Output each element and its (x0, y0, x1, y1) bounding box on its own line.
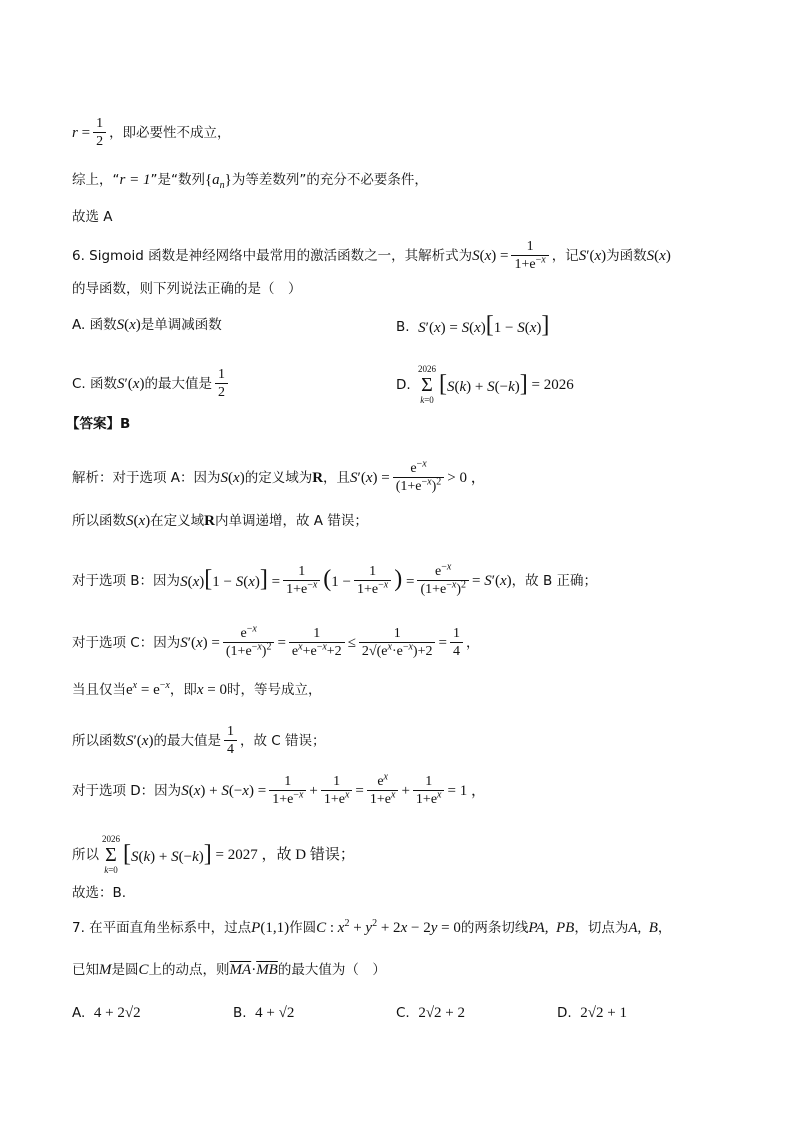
q6-option-c[interactable]: C. 函数 S′(x) 的最大值是 $\frac{1}{2}$ (72, 366, 231, 401)
line-r-half: r = $\frac{1}{2}$ ，即必要性不成立， (72, 116, 231, 149)
q7-option-d[interactable]: D. 2√2 + 1 (557, 1005, 627, 1021)
sigmoid-fraction: $\frac{1}{1+e^{-x}}$ (511, 238, 548, 273)
fraction-one-half: $\frac{1}{2}$ (93, 115, 106, 150)
analysis-conclusion: 故选：B. (72, 885, 127, 901)
q7-stem-line1: 7. 在平面直角坐标系中，过点 P(1,1) 作圆 C : $x^2 + y^2 + 2x - 2y = 0$ 的两条切线 PA, PB ，切点为 A, B ， (72, 918, 672, 936)
line-summary: 综上，“ r = 1 ”是“数列 $\{a_n\}$ 为等差数列”的充分不必要条件， (72, 172, 428, 191)
analysis-line5: 当且仅当 $e^x = e^{-x}$ ，即 x = 0 时，等号成立， (72, 680, 322, 698)
q6-option-a[interactable]: A. 函数 S(x) 是单调减函数 (72, 317, 222, 333)
line-choose-a: 故选 A (72, 209, 113, 225)
analysis-line7: 对于选项 D：因为 S(x) + S(−x) = $\frac{1}{1+e^{-x}}$ + $\frac{1}{1+e^x}$ = $\frac{e^x}{1+e^x}$ + $\frac{1}{1+e^x}$ = 1 ， (72, 771, 486, 807)
q6-option-b[interactable]: B. S′(x) = S(x)[1 − S(x)] (396, 312, 550, 338)
analysis-line3: 对于选项 B：因为 S(x)[1 − S(x)] = $\frac{1}{1+e^{-x}}$ (1 − $\frac{1}{1+e^{-x}}$ ) = $\frac{e^{-x}}{(1+e^{-x})^2}$ = S′(x) ，故 B 正确； (72, 561, 598, 597)
answer-label: 【答案】B (66, 416, 131, 432)
q6-stem-line2: 的导函数，则下列说法正确的是（ ） (72, 281, 302, 297)
analysis-line4: 对于选项 C：因为 S′(x) = $\frac{e^{-x}}{(1+e^{-x})^2}$ = $\frac{1}{e^x+e^{-x}+2}$ ≤ $\frac{1}{2√(e^x\cdot e^{-x})+2}$ = $\frac{1}{4}$ ， (72, 623, 480, 659)
analysis-line1: 解析：对于选项 A：因为 S(x) 的定义域为 R ，且 S′(x) = $\frac{e^{-x}}{(1+e^{-x})^2}$ > 0 ， (72, 458, 486, 494)
analysis-line6: 所以函数 S′(x) 的最大值是 $\frac{1}{4}$ ，故 C 错误； (72, 724, 326, 757)
q6-stem-line1: 6. Sigmoid 函数是神经网络中最常用的激活函数之一，其解析式为 S (x) = $\frac{1}{1+e^{-x}}$ ，记 S′(x) 为函数 S(x) (72, 239, 671, 272)
analysis-line8: 所以 2026 Σ k=0 [S(k) + S(−k)] = 2027 ，故 D 错误； (72, 834, 355, 875)
q7-option-c[interactable]: C. 2√2 + 2 (396, 1005, 466, 1021)
q7-option-a[interactable]: A. 4 + 2√2 (72, 1005, 141, 1021)
analysis-line2: 所以函数 S(x) 在定义域 R 内单调递增，故 A 错误； (72, 513, 368, 529)
summation-sign: 2026 Σ k=0 (417, 364, 436, 405)
q7-stem-line2: 已知 M 是圆 C 上的动点，则 $\overline{MA}$ · $\overline{MB}$ 的最大值为（ ） (72, 962, 386, 978)
q6-option-d[interactable]: D. 2026 Σ k=0 [S(k) + S(−k)] = 2026 (396, 364, 574, 405)
q7-option-b[interactable]: B. 4 + √2 (233, 1005, 295, 1021)
